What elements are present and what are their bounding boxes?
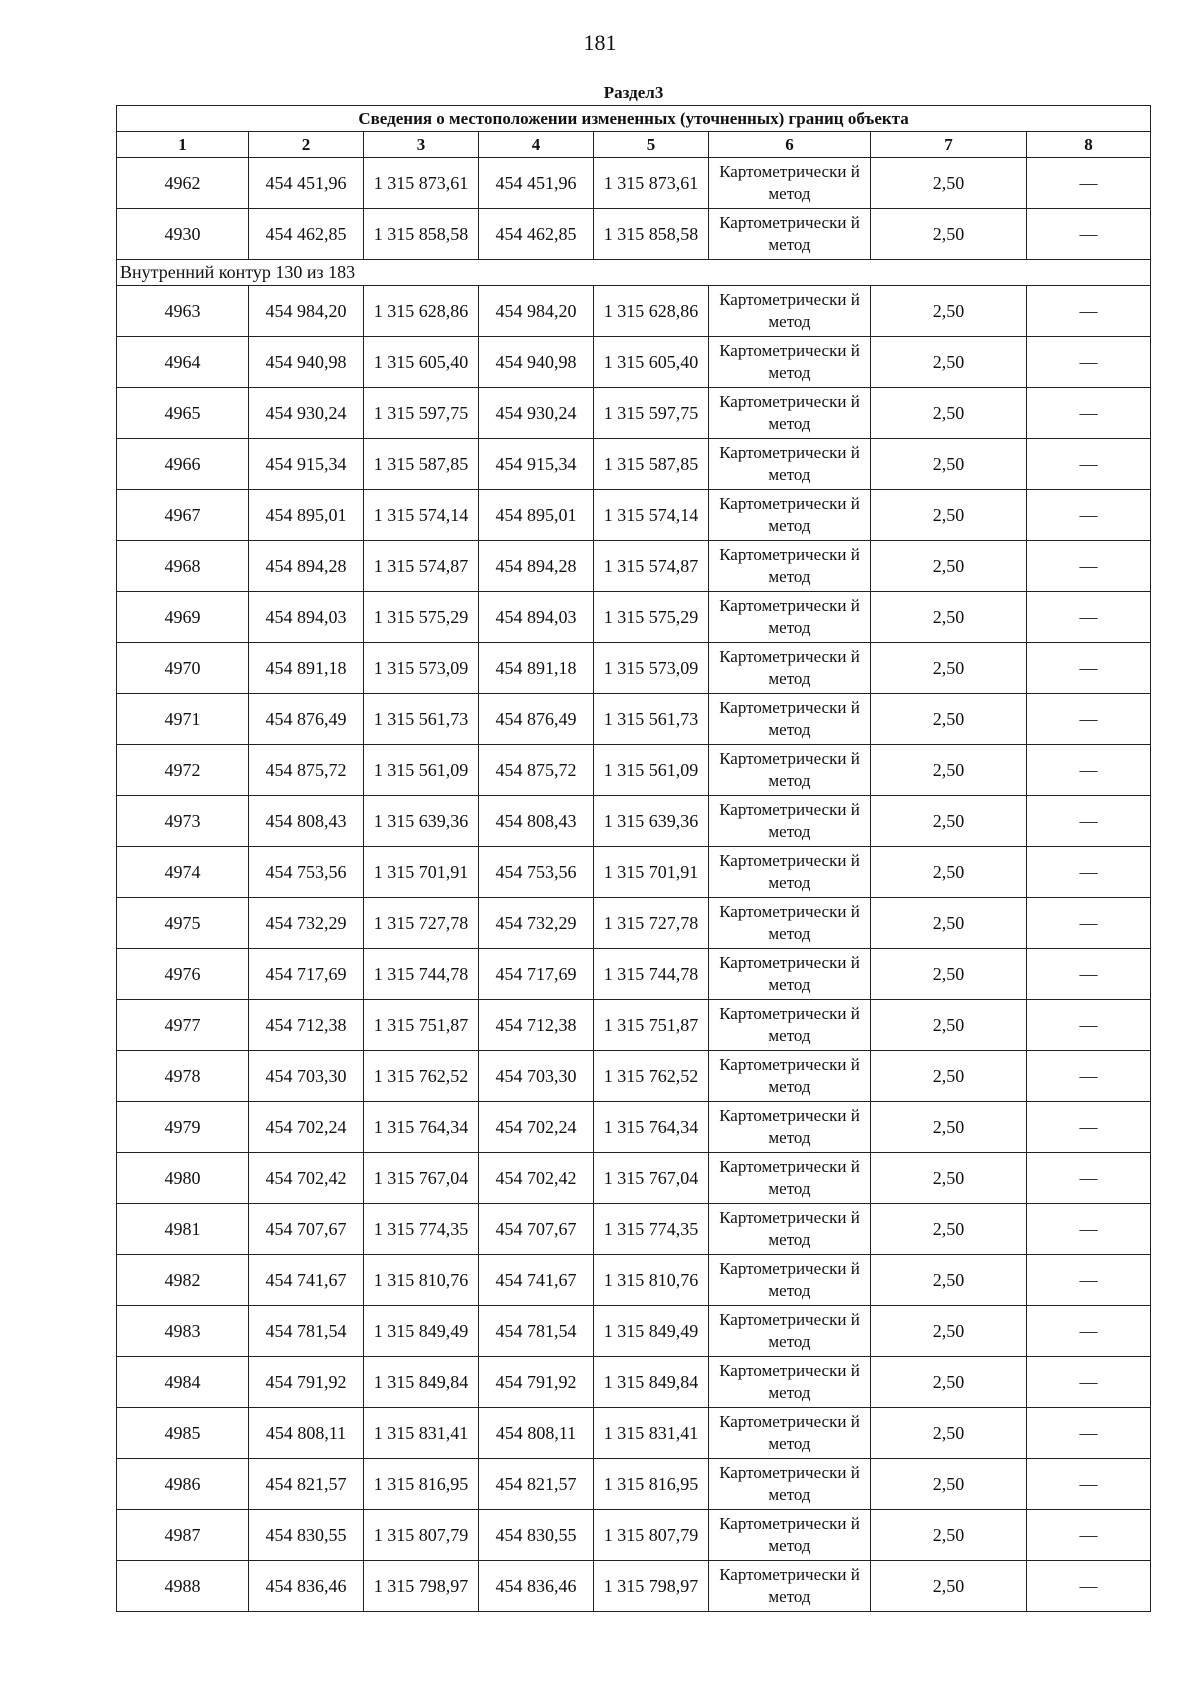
x-old-cell: 454 915,34 bbox=[249, 439, 364, 490]
description-cell: — bbox=[1027, 1459, 1151, 1510]
accuracy-cell: 2,50 bbox=[871, 796, 1027, 847]
y-old-cell: 1 315 849,49 bbox=[364, 1306, 479, 1357]
x-old-cell: 454 984,20 bbox=[249, 286, 364, 337]
y-new-cell: 1 315 575,29 bbox=[594, 592, 709, 643]
y-old-cell: 1 315 561,09 bbox=[364, 745, 479, 796]
description-cell: — bbox=[1027, 1204, 1151, 1255]
y-new-cell: 1 315 561,73 bbox=[594, 694, 709, 745]
description-cell: — bbox=[1027, 1357, 1151, 1408]
x-new-cell: 454 753,56 bbox=[479, 847, 594, 898]
y-new-cell: 1 315 639,36 bbox=[594, 796, 709, 847]
method-cell: Картометрически й метод bbox=[709, 1204, 871, 1255]
description-cell: — bbox=[1027, 1102, 1151, 1153]
description-cell: — bbox=[1027, 1153, 1151, 1204]
x-new-cell: 454 732,29 bbox=[479, 898, 594, 949]
y-old-cell: 1 315 751,87 bbox=[364, 1000, 479, 1051]
y-old-cell: 1 315 807,79 bbox=[364, 1510, 479, 1561]
accuracy-cell: 2,50 bbox=[871, 1459, 1027, 1510]
x-new-cell: 454 891,18 bbox=[479, 643, 594, 694]
y-old-cell: 1 315 873,61 bbox=[364, 158, 479, 209]
y-old-cell: 1 315 574,87 bbox=[364, 541, 479, 592]
point-number-cell: 4975 bbox=[117, 898, 249, 949]
point-number-cell: 4983 bbox=[117, 1306, 249, 1357]
x-new-cell: 454 717,69 bbox=[479, 949, 594, 1000]
y-old-cell: 1 315 858,58 bbox=[364, 209, 479, 260]
x-old-cell: 454 808,43 bbox=[249, 796, 364, 847]
table-row bbox=[117, 439, 1151, 490]
x-new-cell: 454 876,49 bbox=[479, 694, 594, 745]
column-header: 8 bbox=[1027, 132, 1151, 158]
x-old-cell: 454 462,85 bbox=[249, 209, 364, 260]
point-number-cell: 4978 bbox=[117, 1051, 249, 1102]
y-new-cell: 1 315 798,97 bbox=[594, 1561, 709, 1612]
accuracy-cell: 2,50 bbox=[871, 286, 1027, 337]
column-header: 1 bbox=[117, 132, 249, 158]
table-body bbox=[117, 158, 1151, 1612]
description-cell: — bbox=[1027, 1510, 1151, 1561]
x-new-cell: 454 741,67 bbox=[479, 1255, 594, 1306]
point-number-cell: 4988 bbox=[117, 1561, 249, 1612]
column-header: 4 bbox=[479, 132, 594, 158]
table-row bbox=[117, 1561, 1151, 1612]
page-number: 181 bbox=[583, 30, 617, 55]
table-row bbox=[117, 898, 1151, 949]
y-new-cell: 1 315 873,61 bbox=[594, 158, 709, 209]
description-cell: — bbox=[1027, 541, 1151, 592]
method-cell: Картометрически й метод bbox=[709, 490, 871, 541]
point-number-cell: 4986 bbox=[117, 1459, 249, 1510]
x-old-cell: 454 876,49 bbox=[249, 694, 364, 745]
description-cell: — bbox=[1027, 745, 1151, 796]
y-old-cell: 1 315 764,34 bbox=[364, 1102, 479, 1153]
y-old-cell: 1 315 810,76 bbox=[364, 1255, 479, 1306]
accuracy-cell: 2,50 bbox=[871, 158, 1027, 209]
y-old-cell: 1 315 727,78 bbox=[364, 898, 479, 949]
y-new-cell: 1 315 561,09 bbox=[594, 745, 709, 796]
description-cell: — bbox=[1027, 286, 1151, 337]
x-old-cell: 454 702,24 bbox=[249, 1102, 364, 1153]
method-cell: Картометрически й метод bbox=[709, 847, 871, 898]
point-number-cell: 4971 bbox=[117, 694, 249, 745]
accuracy-cell: 2,50 bbox=[871, 1561, 1027, 1612]
y-old-cell: 1 315 561,73 bbox=[364, 694, 479, 745]
accuracy-cell: 2,50 bbox=[871, 337, 1027, 388]
table-row bbox=[117, 1051, 1151, 1102]
table-row bbox=[117, 1306, 1151, 1357]
x-old-cell: 454 894,03 bbox=[249, 592, 364, 643]
point-number-cell: 4963 bbox=[117, 286, 249, 337]
x-old-cell: 454 707,67 bbox=[249, 1204, 364, 1255]
table-row bbox=[117, 209, 1151, 260]
y-old-cell: 1 315 701,91 bbox=[364, 847, 479, 898]
y-new-cell: 1 315 744,78 bbox=[594, 949, 709, 1000]
method-cell: Картометрически й метод bbox=[709, 158, 871, 209]
point-number-cell: 4966 bbox=[117, 439, 249, 490]
accuracy-cell: 2,50 bbox=[871, 1000, 1027, 1051]
y-new-cell: 1 315 807,79 bbox=[594, 1510, 709, 1561]
y-old-cell: 1 315 816,95 bbox=[364, 1459, 479, 1510]
x-old-cell: 454 712,38 bbox=[249, 1000, 364, 1051]
y-new-cell: 1 315 574,87 bbox=[594, 541, 709, 592]
table-row bbox=[117, 592, 1151, 643]
y-new-cell: 1 315 774,35 bbox=[594, 1204, 709, 1255]
point-number-cell: 4984 bbox=[117, 1357, 249, 1408]
x-new-cell: 454 894,28 bbox=[479, 541, 594, 592]
description-cell: — bbox=[1027, 592, 1151, 643]
y-old-cell: 1 315 573,09 bbox=[364, 643, 479, 694]
x-new-cell: 454 702,42 bbox=[479, 1153, 594, 1204]
accuracy-cell: 2,50 bbox=[871, 847, 1027, 898]
accuracy-cell: 2,50 bbox=[871, 949, 1027, 1000]
table-row bbox=[117, 694, 1151, 745]
accuracy-cell: 2,50 bbox=[871, 592, 1027, 643]
column-header: 7 bbox=[871, 132, 1027, 158]
x-old-cell: 454 821,57 bbox=[249, 1459, 364, 1510]
accuracy-cell: 2,50 bbox=[871, 643, 1027, 694]
x-new-cell: 454 702,24 bbox=[479, 1102, 594, 1153]
y-old-cell: 1 315 587,85 bbox=[364, 439, 479, 490]
y-new-cell: 1 315 849,84 bbox=[594, 1357, 709, 1408]
description-cell: — bbox=[1027, 439, 1151, 490]
y-old-cell: 1 315 597,75 bbox=[364, 388, 479, 439]
y-old-cell: 1 315 574,14 bbox=[364, 490, 479, 541]
x-old-cell: 454 875,72 bbox=[249, 745, 364, 796]
point-number-cell: 4962 bbox=[117, 158, 249, 209]
x-old-cell: 454 717,69 bbox=[249, 949, 364, 1000]
y-old-cell: 1 315 744,78 bbox=[364, 949, 479, 1000]
description-cell: — bbox=[1027, 158, 1151, 209]
table-row bbox=[117, 1204, 1151, 1255]
table-row bbox=[117, 158, 1151, 209]
x-new-cell: 454 451,96 bbox=[479, 158, 594, 209]
y-new-cell: 1 315 849,49 bbox=[594, 1306, 709, 1357]
y-old-cell: 1 315 798,97 bbox=[364, 1561, 479, 1612]
description-cell: — bbox=[1027, 796, 1151, 847]
column-header: 5 bbox=[594, 132, 709, 158]
x-old-cell: 454 741,67 bbox=[249, 1255, 364, 1306]
accuracy-cell: 2,50 bbox=[871, 490, 1027, 541]
y-new-cell: 1 315 628,86 bbox=[594, 286, 709, 337]
table-row bbox=[117, 796, 1151, 847]
accuracy-cell: 2,50 bbox=[871, 1255, 1027, 1306]
method-cell: Картометрически й метод bbox=[709, 1000, 871, 1051]
description-cell: — bbox=[1027, 1306, 1151, 1357]
description-cell: — bbox=[1027, 388, 1151, 439]
point-number-cell: 4964 bbox=[117, 337, 249, 388]
table-row bbox=[117, 1255, 1151, 1306]
y-new-cell: 1 315 574,14 bbox=[594, 490, 709, 541]
method-cell: Картометрически й метод bbox=[709, 1561, 871, 1612]
table-row bbox=[117, 745, 1151, 796]
point-number-cell: 4985 bbox=[117, 1408, 249, 1459]
accuracy-cell: 2,50 bbox=[871, 541, 1027, 592]
x-new-cell: 454 930,24 bbox=[479, 388, 594, 439]
method-cell: Картометрически й метод bbox=[709, 209, 871, 260]
point-number-cell: 4980 bbox=[117, 1153, 249, 1204]
x-old-cell: 454 753,56 bbox=[249, 847, 364, 898]
x-old-cell: 454 703,30 bbox=[249, 1051, 364, 1102]
x-new-cell: 454 894,03 bbox=[479, 592, 594, 643]
table-row bbox=[117, 1000, 1151, 1051]
accuracy-cell: 2,50 bbox=[871, 1306, 1027, 1357]
contour-label-row bbox=[117, 260, 1151, 286]
y-old-cell: 1 315 767,04 bbox=[364, 1153, 479, 1204]
y-new-cell: 1 315 762,52 bbox=[594, 1051, 709, 1102]
x-new-cell: 454 830,55 bbox=[479, 1510, 594, 1561]
accuracy-cell: 2,50 bbox=[871, 388, 1027, 439]
column-header-row bbox=[117, 132, 1151, 158]
point-number-cell: 4965 bbox=[117, 388, 249, 439]
x-new-cell: 454 712,38 bbox=[479, 1000, 594, 1051]
section-title: Раздел3 bbox=[117, 80, 1151, 106]
x-old-cell: 454 808,11 bbox=[249, 1408, 364, 1459]
accuracy-cell: 2,50 bbox=[871, 745, 1027, 796]
method-cell: Картометрически й метод bbox=[709, 898, 871, 949]
x-old-cell: 454 836,46 bbox=[249, 1561, 364, 1612]
method-cell: Картометрически й метод bbox=[709, 1459, 871, 1510]
table-row bbox=[117, 490, 1151, 541]
method-cell: Картометрически й метод bbox=[709, 745, 871, 796]
y-old-cell: 1 315 605,40 bbox=[364, 337, 479, 388]
y-new-cell: 1 315 858,58 bbox=[594, 209, 709, 260]
column-header: 6 bbox=[709, 132, 871, 158]
x-old-cell: 454 891,18 bbox=[249, 643, 364, 694]
table-row bbox=[117, 286, 1151, 337]
point-number-cell: 4979 bbox=[117, 1102, 249, 1153]
method-cell: Картометрически й метод bbox=[709, 592, 871, 643]
description-cell: — bbox=[1027, 694, 1151, 745]
x-new-cell: 454 462,85 bbox=[479, 209, 594, 260]
boundary-coordinates-table bbox=[116, 80, 1151, 1612]
x-old-cell: 454 895,01 bbox=[249, 490, 364, 541]
x-old-cell: 454 732,29 bbox=[249, 898, 364, 949]
y-new-cell: 1 315 764,34 bbox=[594, 1102, 709, 1153]
y-new-cell: 1 315 587,85 bbox=[594, 439, 709, 490]
x-new-cell: 454 836,46 bbox=[479, 1561, 594, 1612]
method-cell: Картометрически й метод bbox=[709, 286, 871, 337]
table-row bbox=[117, 1510, 1151, 1561]
column-header: 3 bbox=[364, 132, 479, 158]
x-new-cell: 454 791,92 bbox=[479, 1357, 594, 1408]
point-number-cell: 4968 bbox=[117, 541, 249, 592]
table-row bbox=[117, 949, 1151, 1000]
table-row bbox=[117, 337, 1151, 388]
table-row bbox=[117, 1153, 1151, 1204]
x-new-cell: 454 940,98 bbox=[479, 337, 594, 388]
x-old-cell: 454 894,28 bbox=[249, 541, 364, 592]
description-cell: — bbox=[1027, 1408, 1151, 1459]
method-cell: Картометрически й метод bbox=[709, 1102, 871, 1153]
description-cell: — bbox=[1027, 847, 1151, 898]
description-cell: — bbox=[1027, 898, 1151, 949]
description-cell: — bbox=[1027, 1255, 1151, 1306]
x-new-cell: 454 984,20 bbox=[479, 286, 594, 337]
column-header: 2 bbox=[249, 132, 364, 158]
accuracy-cell: 2,50 bbox=[871, 1051, 1027, 1102]
x-new-cell: 454 808,11 bbox=[479, 1408, 594, 1459]
x-new-cell: 454 703,30 bbox=[479, 1051, 594, 1102]
x-old-cell: 454 702,42 bbox=[249, 1153, 364, 1204]
method-cell: Картометрически й метод bbox=[709, 541, 871, 592]
x-new-cell: 454 821,57 bbox=[479, 1459, 594, 1510]
method-cell: Картометрически й метод bbox=[709, 1306, 871, 1357]
method-cell: Картометрически й метод bbox=[709, 1051, 871, 1102]
method-cell: Картометрически й метод bbox=[709, 1408, 871, 1459]
description-cell: — bbox=[1027, 490, 1151, 541]
x-old-cell: 454 930,24 bbox=[249, 388, 364, 439]
accuracy-cell: 2,50 bbox=[871, 898, 1027, 949]
y-old-cell: 1 315 762,52 bbox=[364, 1051, 479, 1102]
point-number-cell: 4970 bbox=[117, 643, 249, 694]
table-row bbox=[117, 1357, 1151, 1408]
y-new-cell: 1 315 701,91 bbox=[594, 847, 709, 898]
table-heading: Сведения о местоположении измененных (уточненных) границ объекта bbox=[117, 106, 1151, 132]
description-cell: — bbox=[1027, 209, 1151, 260]
x-new-cell: 454 915,34 bbox=[479, 439, 594, 490]
method-cell: Картометрически й метод bbox=[709, 337, 871, 388]
y-old-cell: 1 315 639,36 bbox=[364, 796, 479, 847]
y-old-cell: 1 315 849,84 bbox=[364, 1357, 479, 1408]
x-old-cell: 454 791,92 bbox=[249, 1357, 364, 1408]
y-new-cell: 1 315 751,87 bbox=[594, 1000, 709, 1051]
accuracy-cell: 2,50 bbox=[871, 1153, 1027, 1204]
description-cell: — bbox=[1027, 1000, 1151, 1051]
point-number-cell: 4977 bbox=[117, 1000, 249, 1051]
y-new-cell: 1 315 810,76 bbox=[594, 1255, 709, 1306]
accuracy-cell: 2,50 bbox=[871, 694, 1027, 745]
table-row bbox=[117, 643, 1151, 694]
y-new-cell: 1 315 597,75 bbox=[594, 388, 709, 439]
description-cell: — bbox=[1027, 1051, 1151, 1102]
y-new-cell: 1 315 573,09 bbox=[594, 643, 709, 694]
point-number-cell: 4982 bbox=[117, 1255, 249, 1306]
method-cell: Картометрически й метод bbox=[709, 1357, 871, 1408]
y-old-cell: 1 315 575,29 bbox=[364, 592, 479, 643]
point-number-cell: 4976 bbox=[117, 949, 249, 1000]
point-number-cell: 4974 bbox=[117, 847, 249, 898]
accuracy-cell: 2,50 bbox=[871, 1408, 1027, 1459]
contour-label: Внутренний контур 130 из 183 bbox=[117, 260, 1151, 286]
point-number-cell: 4967 bbox=[117, 490, 249, 541]
method-cell: Картометрически й метод bbox=[709, 643, 871, 694]
accuracy-cell: 2,50 bbox=[871, 1102, 1027, 1153]
x-old-cell: 454 940,98 bbox=[249, 337, 364, 388]
point-number-cell: 4969 bbox=[117, 592, 249, 643]
point-number-cell: 4973 bbox=[117, 796, 249, 847]
table-row bbox=[117, 1459, 1151, 1510]
point-number-cell: 4930 bbox=[117, 209, 249, 260]
x-new-cell: 454 781,54 bbox=[479, 1306, 594, 1357]
table-row bbox=[117, 1102, 1151, 1153]
y-new-cell: 1 315 727,78 bbox=[594, 898, 709, 949]
accuracy-cell: 2,50 bbox=[871, 1204, 1027, 1255]
description-cell: — bbox=[1027, 1561, 1151, 1612]
method-cell: Картометрически й метод bbox=[709, 439, 871, 490]
accuracy-cell: 2,50 bbox=[871, 1357, 1027, 1408]
y-new-cell: 1 315 816,95 bbox=[594, 1459, 709, 1510]
description-cell: — bbox=[1027, 337, 1151, 388]
y-old-cell: 1 315 774,35 bbox=[364, 1204, 479, 1255]
method-cell: Картометрически й метод bbox=[709, 388, 871, 439]
method-cell: Картометрически й метод bbox=[709, 1255, 871, 1306]
description-cell: — bbox=[1027, 949, 1151, 1000]
method-cell: Картометрически й метод bbox=[709, 949, 871, 1000]
y-new-cell: 1 315 605,40 bbox=[594, 337, 709, 388]
method-cell: Картометрически й метод bbox=[709, 796, 871, 847]
point-number-cell: 4981 bbox=[117, 1204, 249, 1255]
y-old-cell: 1 315 628,86 bbox=[364, 286, 479, 337]
method-cell: Картометрически й метод bbox=[709, 1510, 871, 1561]
x-new-cell: 454 875,72 bbox=[479, 745, 594, 796]
x-new-cell: 454 808,43 bbox=[479, 796, 594, 847]
point-number-cell: 4987 bbox=[117, 1510, 249, 1561]
accuracy-cell: 2,50 bbox=[871, 209, 1027, 260]
x-old-cell: 454 781,54 bbox=[249, 1306, 364, 1357]
x-new-cell: 454 895,01 bbox=[479, 490, 594, 541]
method-cell: Картометрически й метод bbox=[709, 694, 871, 745]
table-row bbox=[117, 1408, 1151, 1459]
x-new-cell: 454 707,67 bbox=[479, 1204, 594, 1255]
x-old-cell: 454 451,96 bbox=[249, 158, 364, 209]
table-row bbox=[117, 541, 1151, 592]
x-old-cell: 454 830,55 bbox=[249, 1510, 364, 1561]
description-cell: — bbox=[1027, 643, 1151, 694]
point-number-cell: 4972 bbox=[117, 745, 249, 796]
method-cell: Картометрически й метод bbox=[709, 1153, 871, 1204]
table-row bbox=[117, 388, 1151, 439]
y-new-cell: 1 315 767,04 bbox=[594, 1153, 709, 1204]
accuracy-cell: 2,50 bbox=[871, 1510, 1027, 1561]
y-old-cell: 1 315 831,41 bbox=[364, 1408, 479, 1459]
accuracy-cell: 2,50 bbox=[871, 439, 1027, 490]
table-row bbox=[117, 847, 1151, 898]
y-new-cell: 1 315 831,41 bbox=[594, 1408, 709, 1459]
